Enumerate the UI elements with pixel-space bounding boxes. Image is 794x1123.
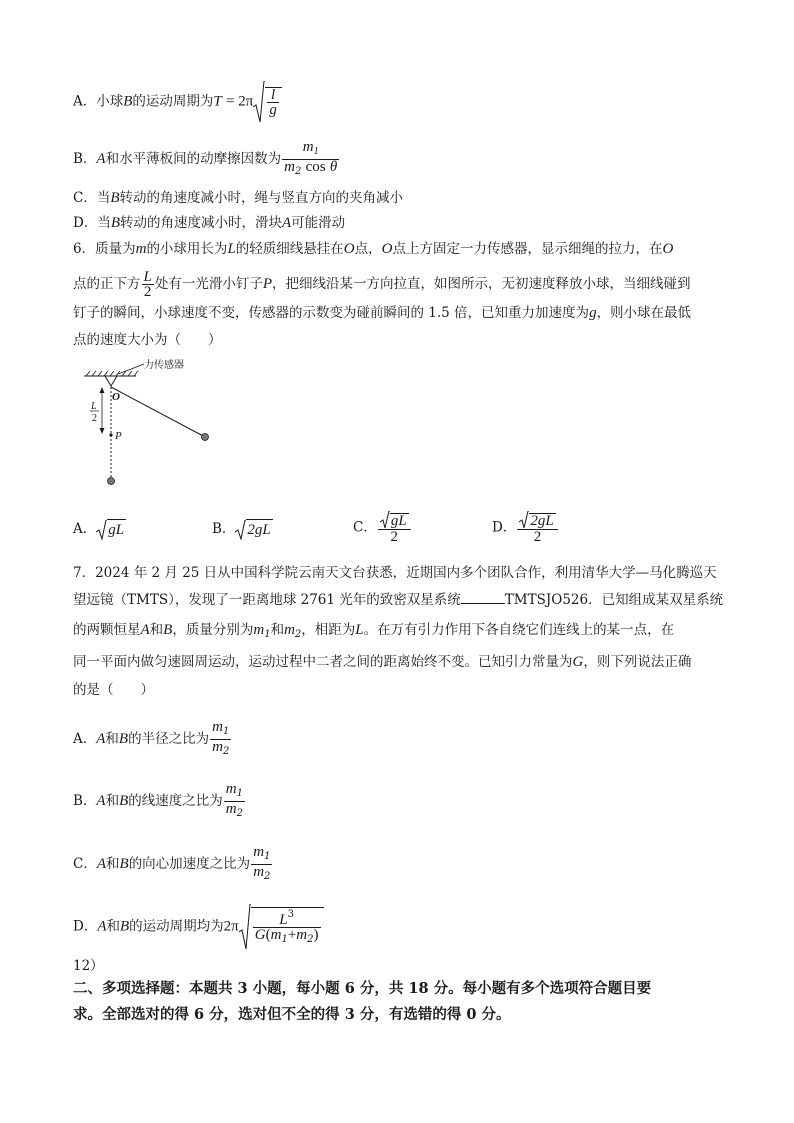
half-length-fraction: $\frac{L}{2}$ (143, 269, 152, 300)
q7-option-a: A．A和B的半径之比为 $\frac{m_1}{m_2}$ (73, 719, 230, 757)
q5-option-d: D．当B转动的角速度减小时，滑块A可能滑动 (73, 215, 346, 231)
section2-heading-line2: 求。全部选对的得 6 分，选对但不全的得 3 分，有选错的得 0 分。 (73, 1006, 511, 1023)
taut-string (111, 387, 205, 437)
q7-stem-line4: 同一平面内做匀速圆周运动，运动过程中二者之间的距离始终不变。已知引力常量为G，则下列说法正确 (73, 654, 692, 670)
q7-option-d: D．A和B的运动周期均为2π $\frac{L^3}{G(m_1+m_2)}$ (73, 904, 324, 950)
nail-p (109, 433, 112, 436)
q6-option-c: C． $\frac{gL}{2}$ (353, 511, 412, 544)
q7-option-b: B．A和B的线速度之比为 $\frac{m_1}{m_2}$ (73, 781, 243, 819)
section2-heading-line1: 二、多项选择题：本题共 3 小题，每小题 6 分，共 18 分。每小题有多个选项符合题目要 (73, 980, 652, 997)
pendulum-figure (78, 358, 228, 488)
q5-option-a: A．小球B的运动周期为T = 2π $\frac{l}{g}$ (73, 81, 282, 123)
friction-fraction: $\frac{m_1}{m_2 \cos \theta}$ (284, 139, 338, 177)
q6-option-a: A． gL (73, 521, 125, 538)
ball-released (202, 434, 209, 441)
q5-option-b: B．A和水平薄板间的动摩擦因数为 $\frac{m_1}{m_2 \cos \theta}$ (73, 139, 338, 177)
q6-option-d: D． $\frac{2gL}{2}$ (492, 511, 559, 544)
q6-option-b: B． 2gL (212, 521, 271, 538)
q6-stem-line4: 点的速度大小为（ ） (73, 332, 222, 348)
point-p-label: P (115, 430, 122, 442)
sqrt-l-over-g: $\frac{l}{g}$ (253, 81, 282, 123)
period-sqrt: $\frac{L^3}{G(m_1+m_2)}$ (239, 904, 324, 950)
point-o-label: O (112, 391, 120, 403)
dimension-label-num: L (91, 401, 97, 412)
force-sensor (105, 376, 117, 386)
ball-lowest (108, 478, 115, 485)
dimension-arrowhead-bottom (100, 428, 105, 434)
ceiling-hatch (86, 371, 138, 376)
q7-option-c: C．A和B的向心加速度之比为 $\frac{m_1}{m_2}$ (73, 844, 271, 882)
q6-stem-line3: 钉子的瞬间，小球速度不变，传感器的示数变为碰前瞬间的 1.5 倍，已知重力加速度为g，则小球在最低 (73, 305, 692, 321)
sensor-label: 力传感器 (144, 360, 184, 371)
q7-stem-line2: 望远镜（TMTS），发现了一距离地球 2761 光年的致密双星系统 TMTSJO526．已知组成某双星系统 (73, 592, 724, 608)
q7-stem-line1: 7．2024 年 2 月 25 日从中国科学院云南天文台获悉，近期国内多个团队合作，利用清华大学—马化腾巡天 (73, 565, 717, 581)
dimension-arrowhead-top (100, 387, 105, 393)
q7-stem-line5: 的是（ ） (73, 682, 154, 698)
q6-stem-line1: 6．质量为m的小球用长为L的轻质细线悬挂在O点，O点上方固定一力传感器，显示细绳的拉力，在O (73, 241, 674, 257)
q7-stem-line3: 的两颗恒星A和B，质量分别为$m_1$和$m_2$，相距为L。在万有引力作用下各自绕它们连线上的某一点，在 (73, 622, 675, 640)
q5-option-c: C．当B转动的角速度减小时，绳与竖直方向的夹角减小 (73, 190, 404, 206)
fill-in-blank[interactable] (461, 591, 505, 604)
dimension-label-den: 2 (92, 413, 97, 424)
q6-stem-line2: 点的正下方 $\frac{L}{2}$ 处有一光滑小钉子P，把细线沿某一方向拉直，如图所示，无初速度释放小球，当细线碰到 (73, 269, 691, 300)
page-marker: 12） (73, 958, 104, 974)
